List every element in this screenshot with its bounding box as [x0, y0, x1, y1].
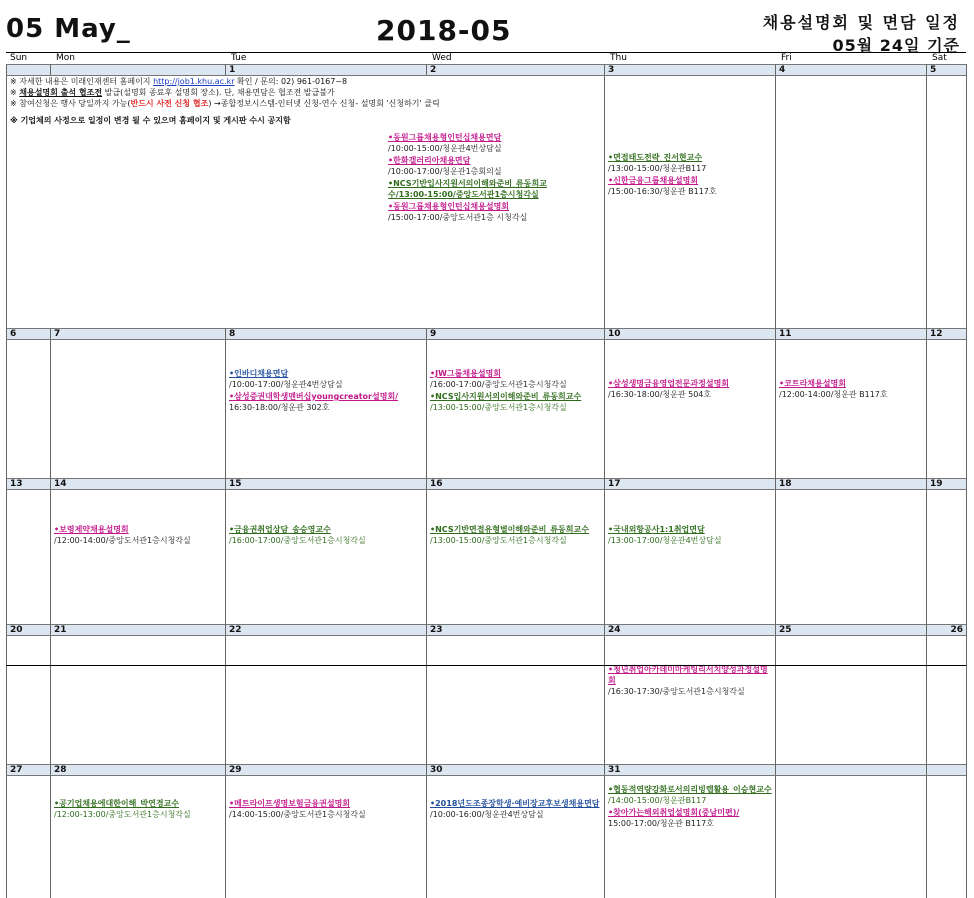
date-number-thu: 10	[605, 329, 776, 340]
event-item[interactable]	[608, 524, 772, 546]
event-item[interactable]	[229, 798, 423, 820]
week-3-date-row	[7, 479, 967, 490]
notice-text: 발급(설명회 종료후 설명회 장소). 단, 채용면담은 협조전 발급불가	[102, 88, 335, 97]
event-time-location: /15:00-16:30/청운관 B117호	[608, 186, 772, 197]
event-time-location: /12:00-14:00/청운관 B117호	[779, 389, 923, 400]
event-title[interactable]: •면접태도전략_진서현교수	[608, 152, 772, 163]
date-number-tue: 8	[226, 329, 427, 340]
weekday-sat: Sat	[932, 53, 947, 63]
event-time-location: /12:00-14:00/중앙도서관1층시청각실	[54, 535, 222, 546]
notice-bold-text: 채용설명회 출석 협조전	[19, 88, 102, 97]
week-5-date-row	[7, 765, 967, 776]
event-title[interactable]: •삼성생명금융영업전문과정설명회	[608, 378, 772, 389]
footer-divider	[6, 665, 966, 666]
date-number-sun	[7, 65, 51, 76]
notice-line-1	[10, 76, 601, 87]
notice-text: ※ 자세한 내용은 미래인재센터 홈페이지	[10, 77, 153, 86]
date-number-sat: 26	[927, 625, 967, 636]
event-time-location: /13:00-15:00/청운관B117	[608, 163, 772, 174]
day-cell-thu	[605, 76, 776, 329]
date-number-wed: 2	[427, 65, 605, 76]
event-item[interactable]	[430, 524, 601, 546]
date-number-tue: 1	[226, 65, 427, 76]
event-title[interactable]: •한화갤러리아채용면담	[388, 155, 560, 166]
event-item[interactable]	[388, 178, 560, 200]
day-cell-fri	[776, 76, 927, 329]
year-month-title: 2018-05	[376, 14, 512, 47]
date-number-thu: 24	[605, 625, 776, 636]
event-item[interactable]	[608, 175, 772, 197]
event-title[interactable]: •메트라이프생명보험금융권설명회	[229, 798, 423, 809]
event-time-location: /10:00-17:00/청운관1층회의실	[388, 166, 560, 177]
date-number-fri: 18	[776, 479, 927, 490]
date-number-wed: 9	[427, 329, 605, 340]
event-item[interactable]	[608, 378, 772, 400]
event-title[interactable]: •협동적역량강화로서의리빙랩활용_이승현교수	[608, 784, 772, 795]
date-number-thu: 3	[605, 65, 776, 76]
date-number-sat: 5	[927, 65, 967, 76]
day-cell-mon	[51, 490, 226, 625]
event-time-location: 16:30-18:00/청운관 302호	[229, 402, 423, 413]
event-time-location: /14:00-15:00/청운관B117	[608, 795, 772, 806]
event-title[interactable]: •삼성증권대학생멘버십youngcreator설명회/	[229, 391, 423, 402]
day-cell-sat	[927, 340, 967, 479]
day-cell-mon	[51, 340, 226, 479]
event-title[interactable]: •청년취업아카데미마케팅리서치양성과정설명회	[608, 664, 772, 686]
as-of-date: 05월 24일 기준	[833, 33, 961, 56]
event-time-location: /10:00-15:00/청운관4번상담실	[388, 143, 560, 154]
event-time-location: /14:00-15:00/중앙도서관1층시청각실	[229, 809, 423, 820]
event-item[interactable]	[229, 368, 423, 390]
event-item[interactable]	[608, 152, 772, 174]
event-time-location: /13:00-15:00/중앙도서관1층시청각실	[430, 535, 601, 546]
notice-line-2	[10, 87, 601, 98]
event-item[interactable]	[388, 132, 560, 154]
date-number-wed: 16	[427, 479, 605, 490]
event-item[interactable]	[388, 155, 560, 177]
event-item[interactable]	[229, 391, 423, 413]
event-time-location: /16:00-17:00/중앙도서관1층시청각실	[430, 379, 601, 390]
weekday-sun: Sun	[10, 53, 27, 63]
weekday-thu: Thu	[610, 53, 627, 63]
day-cell-wed	[427, 636, 605, 765]
weekday-tue: Tue	[231, 53, 246, 63]
notice-text: 확인 / 문의: 02) 961-0167~8	[235, 77, 348, 86]
event-time-location: /13:00-17:00/청운관4번상담실	[608, 535, 772, 546]
date-number-tue: 22	[226, 625, 427, 636]
day-cell-thu	[605, 776, 776, 898]
day-cell-sat	[927, 636, 967, 765]
event-time-location: /15:00-17:00/중앙도서관1층 시청각실	[388, 212, 560, 223]
event-title[interactable]: •2018년도조종장학생·예비장교후보생채용면담	[430, 798, 601, 809]
day-cell-sun	[7, 776, 51, 898]
day-cell-sun	[7, 340, 51, 479]
notice-bold-text: ※ 기업체의 사정으로 일정이 변경 될 수 있으며 홈페이지 및 게시판 수시 공지함	[10, 116, 291, 125]
date-number-sun: 13	[7, 479, 51, 490]
date-number-wed: 30	[427, 765, 605, 776]
date-number-mon	[51, 65, 226, 76]
date-number-thu: 31	[605, 765, 776, 776]
notice-block	[10, 76, 601, 126]
week-2-date-row	[7, 329, 967, 340]
day-cell-tue	[226, 490, 427, 625]
day-cell-sun	[7, 636, 51, 765]
day-cell-fri	[776, 776, 927, 898]
day-cell-fri	[776, 490, 927, 625]
event-time-location: /16:30-18:00/청운관 504호	[608, 389, 772, 400]
event-item[interactable]	[54, 798, 222, 820]
event-time-location: /12:00-13:00/중앙도서관1층시청각실	[54, 809, 222, 820]
day-cell-thu	[605, 340, 776, 479]
date-number-tue: 15	[226, 479, 427, 490]
event-title[interactable]: •인바디채용면담	[229, 368, 423, 379]
notice-and-events-cell	[7, 76, 605, 329]
date-number-fri: 25	[776, 625, 927, 636]
weekday-wed: Wed	[432, 53, 452, 63]
weekday-mon: Mon	[56, 53, 75, 63]
event-time-location: /16:00-17:00/중앙도서관1층시청각실	[229, 535, 423, 546]
week-4-events-row	[7, 636, 967, 765]
day-cell-thu	[605, 490, 776, 625]
event-title[interactable]: •동원그룹채용형인턴십채용설명회	[388, 201, 560, 212]
date-number-fri: 11	[776, 329, 927, 340]
weekday-fri: Fri	[781, 53, 792, 63]
week-3-events-row	[7, 490, 967, 625]
date-number-sat: 12	[927, 329, 967, 340]
date-number-sat	[927, 765, 967, 776]
notice-line-3	[10, 98, 601, 109]
event-item[interactable]	[229, 524, 423, 546]
day-cell-sat	[927, 76, 967, 329]
homepage-link[interactable]: http://job1.khu.ac.kr	[153, 77, 234, 86]
event-title[interactable]: •동원그룹채용형인턴십채용면담	[388, 132, 560, 143]
event-title[interactable]: •NCS입사지원서의이해와준비_류동희교수	[430, 391, 601, 402]
day-cell-tue	[226, 340, 427, 479]
date-number-sun: 27	[7, 765, 51, 776]
event-title[interactable]: •JW그룹채용설명회	[430, 368, 601, 379]
header-divider	[6, 52, 966, 53]
event-item[interactable]	[430, 798, 601, 820]
event-time-location: /16:30-17:30/중앙도서관1층시청각실	[608, 686, 772, 697]
week-2-events-row	[7, 340, 967, 479]
event-item[interactable]	[430, 391, 601, 413]
event-item[interactable]	[608, 807, 772, 829]
event-title[interactable]: •찾아가는해외취업설명회(중남미편)/	[608, 807, 772, 818]
day-cell-sun	[7, 490, 51, 625]
day-cell-mon	[51, 776, 226, 898]
notice-line-4	[10, 115, 601, 126]
week-5-events-row	[7, 776, 967, 898]
day-cell-fri	[776, 340, 927, 479]
date-number-mon: 14	[51, 479, 226, 490]
event-time-location: 15:00-17:00/청운관 B117호	[608, 818, 772, 829]
date-number-tue: 29	[226, 765, 427, 776]
day-cell-wed	[427, 776, 605, 898]
notice-text: ※ 참여신청은 행사 당일까지 가능(	[10, 99, 130, 108]
day-cell-fri	[776, 636, 927, 765]
day-cell-wed	[427, 490, 605, 625]
date-number-wed: 23	[427, 625, 605, 636]
event-title[interactable]: •공기업채용에대한이해_박연경교수	[54, 798, 222, 809]
event-item[interactable]	[608, 664, 772, 697]
week-1-date-row	[7, 65, 967, 76]
event-item[interactable]	[779, 378, 923, 400]
day-cell-thu	[605, 636, 776, 765]
event-title[interactable]: •NCS기반면접유형별이해와준비_류동희교수	[430, 524, 601, 535]
date-number-thu: 17	[605, 479, 776, 490]
date-number-fri: 4	[776, 65, 927, 76]
event-time-location: /10:00-16:00/청운관4번상담실	[430, 809, 601, 820]
day-cell-mon	[51, 636, 226, 765]
week-1-events-row	[7, 76, 967, 329]
event-title[interactable]: •신한금융그룹채용설명회	[608, 175, 772, 186]
month-label: 05 May_	[6, 14, 131, 44]
event-item[interactable]	[54, 524, 222, 546]
notice-text: ) →종합정보시스템-인터넷 신청-연수 신청- 설명회 '신청하기' 클릭	[208, 99, 439, 108]
date-number-mon: 7	[51, 329, 226, 340]
day-cell-wed	[427, 340, 605, 479]
day-cell-tue	[226, 636, 427, 765]
schedule-title: 채용설명회 및 면담 일정	[763, 10, 960, 33]
date-number-mon: 21	[51, 625, 226, 636]
date-number-sun: 6	[7, 329, 51, 340]
day-cell-sat	[927, 490, 967, 625]
date-number-mon: 28	[51, 765, 226, 776]
day-cell-sat	[927, 776, 967, 898]
event-title[interactable]: •금융권취업상담_송승영교수	[229, 524, 423, 535]
event-time-location: /10:00-17:00/청운관4번상담실	[229, 379, 423, 390]
event-title[interactable]: •보령제약채용설명회	[54, 524, 222, 535]
notice-text: ※	[10, 88, 19, 97]
date-number-fri	[776, 765, 927, 776]
notice-warning-text: 반드시 사전 신청 협조	[130, 99, 208, 108]
event-item[interactable]	[388, 201, 560, 223]
event-title[interactable]: •NCS기반입사지원서의이해와준비_류동희교수/13:00-15:00/중앙도서관1층시청각실	[388, 178, 560, 200]
event-time-location: /13:00-15:00/중앙도서관1층시청각실	[430, 402, 601, 413]
week-4-date-row	[7, 625, 967, 636]
day-cell-tue	[226, 776, 427, 898]
date-number-sat: 19	[927, 479, 967, 490]
event-item[interactable]	[430, 368, 601, 390]
event-title[interactable]: •국내외항공사1:1취업면담	[608, 524, 772, 535]
event-title[interactable]: •코트라채용설명회	[779, 378, 923, 389]
calendar-grid	[6, 64, 967, 898]
date-number-sun: 20	[7, 625, 51, 636]
event-item[interactable]	[608, 784, 772, 806]
